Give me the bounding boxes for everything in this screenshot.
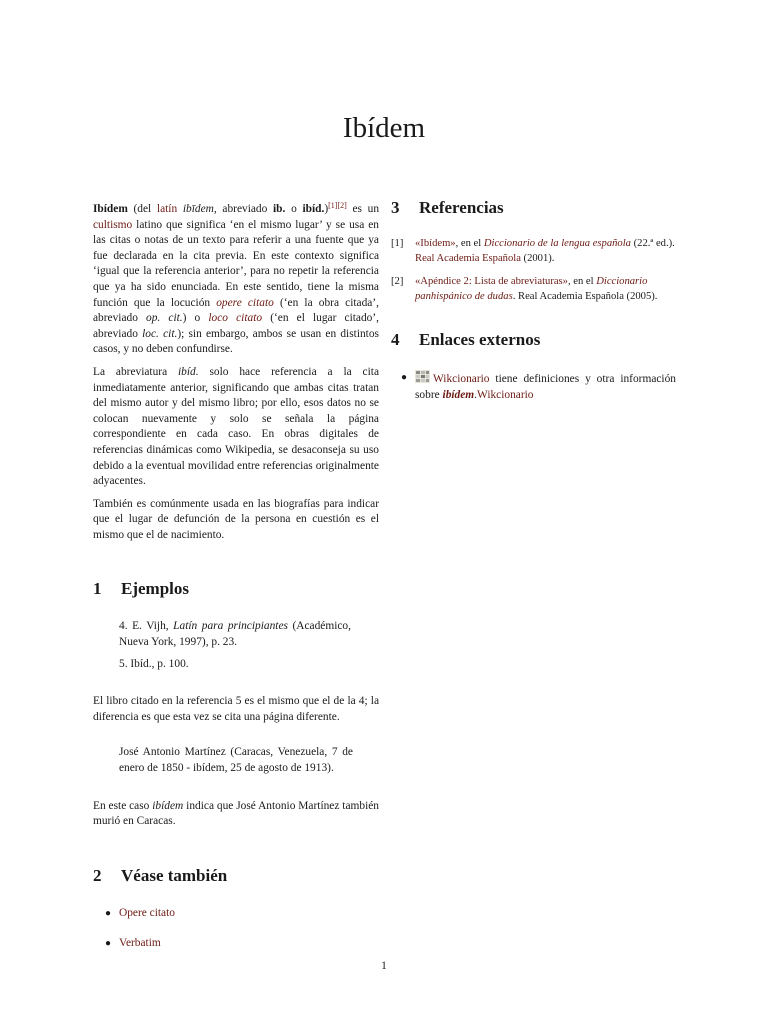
left-column bbox=[93, 202, 379, 952]
link-diccionario[interactable] bbox=[484, 238, 631, 249]
text: . Real Academia Española (2005). bbox=[512, 291, 658, 302]
link-cultismo[interactable]: cultismo bbox=[93, 218, 133, 231]
link-wikcionario[interactable]: Wikcionario bbox=[433, 373, 490, 385]
text: . bbox=[474, 388, 478, 401]
list-item bbox=[105, 906, 379, 922]
section-heading-enlaces bbox=[391, 330, 676, 350]
link-loco-citato-text: loco citato bbox=[208, 312, 263, 325]
text: , abreviado bbox=[213, 203, 274, 215]
reference-list bbox=[391, 236, 676, 304]
section-title: Enlaces externos bbox=[419, 330, 541, 349]
section-number: 3 bbox=[391, 198, 400, 217]
bullet-icon: ● bbox=[401, 372, 408, 383]
footnote-2[interactable]: [2] bbox=[337, 201, 347, 210]
example-1 bbox=[119, 619, 351, 650]
section-title: Véase también bbox=[121, 865, 228, 885]
text: La abreviatura bbox=[93, 365, 179, 378]
external-links-list bbox=[401, 370, 676, 403]
section-heading-referencias bbox=[391, 198, 676, 218]
term-bold: Ibídem bbox=[93, 203, 128, 215]
text: , en el bbox=[567, 276, 597, 287]
abbrev-ib: ib. bbox=[273, 203, 286, 215]
text: 4. E. Vijh, bbox=[119, 620, 174, 633]
example-quote: José Antonio Martínez (Caracas, Venezuela, 7 de enero de 1850 - ibídem, 25 de agosto de 1913). bbox=[119, 746, 353, 775]
reference-1 bbox=[391, 236, 676, 266]
section-heading-vease bbox=[93, 866, 379, 886]
bullet-icon: ● bbox=[105, 938, 112, 950]
text: tiene definiciones y otra información sobre bbox=[415, 373, 676, 401]
link-apendice[interactable]: «Apéndice 2: Lista de abreviaturas» bbox=[415, 276, 568, 287]
link-rae[interactable]: Real Academia Española bbox=[415, 253, 521, 264]
link-ibidem-drae[interactable]: «Ibídem» bbox=[415, 238, 456, 249]
text: (‘en el lugar citado’, abreviado bbox=[93, 312, 380, 340]
intro-paragraph-1 bbox=[93, 202, 379, 358]
book-title: Latín para principiantes bbox=[173, 620, 288, 633]
text: ) bbox=[324, 203, 329, 215]
term-italic: ibídem bbox=[152, 799, 184, 812]
reference-number: [2] bbox=[391, 276, 404, 287]
abbrev-op-cit: op. cit. bbox=[146, 312, 183, 325]
link-opere-citato-text: opere citato bbox=[216, 296, 274, 309]
ejemplos-final bbox=[93, 799, 379, 830]
text: ) o bbox=[182, 312, 209, 325]
bullet-icon: ● bbox=[105, 907, 112, 919]
link-latin[interactable]: latín bbox=[156, 203, 178, 215]
latin-term: ibīdem bbox=[182, 203, 214, 215]
right-column bbox=[391, 198, 676, 403]
link-wikcionario-2[interactable]: Wikcionario bbox=[477, 388, 534, 401]
example-2: 5. Ibíd., p. 100. bbox=[119, 657, 189, 670]
text: indica que José Antonio Martínez también murió en Caracas. bbox=[93, 799, 379, 828]
intro-paragraph-3: También es comúnmente usada en las biografías para indicar que el lugar de defunción de la persona en cuestión es el mismo que el de nacimiento. bbox=[93, 497, 379, 541]
list-item bbox=[401, 370, 676, 403]
reference-number: [1] bbox=[391, 238, 404, 249]
reference-text bbox=[415, 236, 676, 266]
link-opere-citato[interactable] bbox=[216, 297, 274, 309]
text: latino que significa ‘en el mismo lugar’ y se usa en las citas o notas de un texto para referir a una fuente que ya fue declarada en la cita previa. En este contexto significa ‘igual que la referencia anterior’, para no repetir la referencia que ya ha sido enunciada. En este sentido, tiene la misma función que la locución bbox=[93, 218, 379, 309]
abbrev-ibid-italic: ibíd. bbox=[178, 365, 199, 378]
link-ibidem-text: ibídem bbox=[442, 388, 475, 401]
list-item bbox=[105, 936, 379, 952]
link-opere-citato-page[interactable]: Opere citato bbox=[119, 906, 175, 919]
link-dpd-text: Diccionario panhispánico de dudas bbox=[415, 276, 648, 302]
text: es un bbox=[346, 203, 380, 215]
section-heading-ejemplos bbox=[93, 579, 379, 599]
text: (del bbox=[127, 203, 157, 215]
link-loco-citato[interactable] bbox=[208, 312, 262, 324]
section-number: 4 bbox=[391, 330, 400, 349]
see-also-list bbox=[105, 906, 379, 952]
intro-paragraph-2 bbox=[93, 365, 379, 490]
text: (‘en la obra citada’, abreviado bbox=[93, 296, 379, 325]
reference-2 bbox=[391, 274, 676, 304]
link-ibidem-wikcionario[interactable] bbox=[442, 388, 478, 401]
link-verbatim-page[interactable]: Verbatim bbox=[119, 937, 161, 950]
section-number: 1 bbox=[93, 579, 102, 599]
external-link-text bbox=[415, 370, 676, 403]
section-title: Referencias bbox=[419, 198, 504, 217]
text: En este caso bbox=[93, 799, 153, 812]
page-number: 1 bbox=[381, 960, 387, 972]
abbrev-loc-cit: loc. cit. bbox=[142, 327, 178, 340]
text: ); sin embargo, ambos se usan en distintos casos, y no deben confundirse. bbox=[93, 327, 379, 356]
link-diccionario-text: Diccionario de la lengua española bbox=[483, 238, 631, 249]
text: o bbox=[285, 203, 303, 215]
section-number: 2 bbox=[93, 865, 102, 885]
section-title: Ejemplos bbox=[121, 579, 189, 599]
text: (2001). bbox=[520, 253, 555, 264]
example-list bbox=[119, 619, 351, 672]
ejemplos-explanation: El libro citado en la referencia 5 es el mismo que el de la 4; la diferencia es que esta vez se cita una página diferente. bbox=[93, 695, 379, 723]
text: , en el bbox=[455, 238, 484, 249]
text: (22.ª ed.). bbox=[630, 238, 675, 249]
footnote-1[interactable]: [1] bbox=[328, 201, 338, 210]
text: (Académico, Nueva York, 1997), p. 23. bbox=[119, 620, 351, 649]
wiktionary-icon bbox=[415, 370, 430, 383]
page-title: Ibídem bbox=[342, 112, 426, 144]
text: solo hace referencia a la cita inmediatamente anterior, significando que ambas citas tratan del mismo autor y del mismo libro; por ello, esos datos no se colocan nuevamente y solo se señala la página correspondiente en cada caso. En obras digitales de referencias dinámicas como Wikipedia, se desaconseja su uso debido a la eventual movilidad entre referencias originalmente adyacentes. bbox=[93, 365, 379, 488]
reference-text bbox=[415, 274, 676, 304]
abbrev-ibid: ibíd. bbox=[302, 203, 325, 215]
